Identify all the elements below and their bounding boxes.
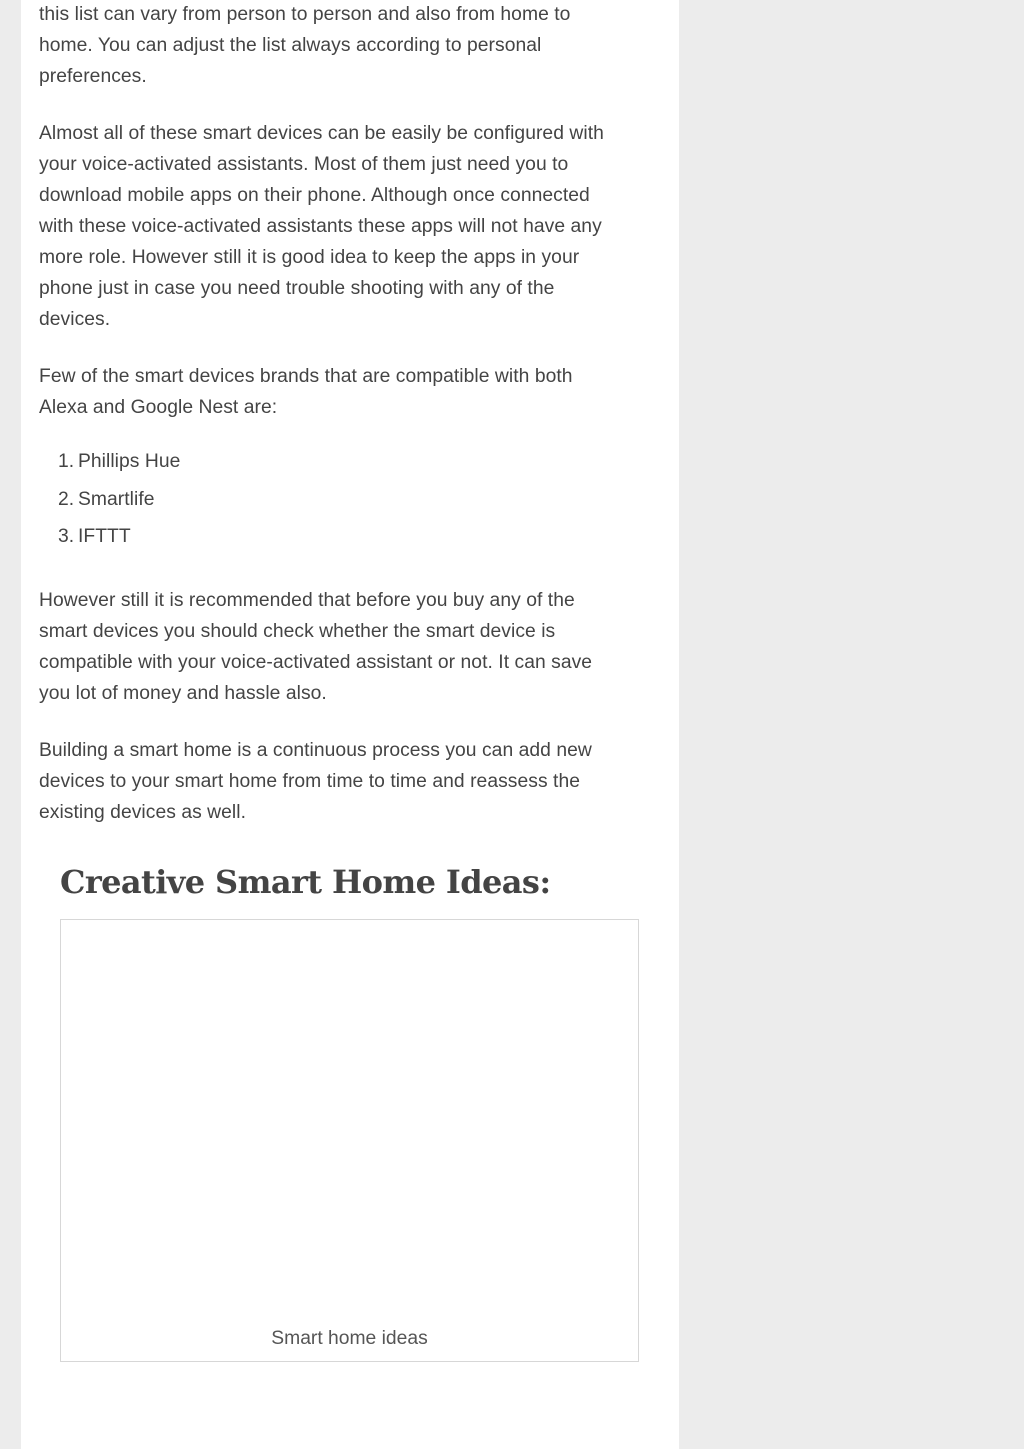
figure-image-placeholder — [61, 920, 638, 1310]
configuration-paragraph: Almost all of these smart devices can be easily be configured with your voice-activated assistants. Most of them just need you to download mobile apps on their phone. Although once connected with these voice-activated assistants these apps will not have any more role. However still it is good idea to keep the apps in your phone just in case you need trouble shooting with any of the devices. — [39, 123, 604, 330]
section-heading: Creative Smart Home Ideas: — [60, 863, 551, 901]
list-item — [39, 447, 621, 485]
figure-box — [60, 919, 639, 1362]
intro-paragraph: this list can vary from person to person and also from home to home. You can adjust the list always according to personal preferences. — [39, 4, 571, 87]
compatible-brands-list — [39, 447, 621, 560]
list-item-number: 3. — [58, 526, 75, 547]
list-item-number: 1. — [58, 451, 75, 472]
list-item — [39, 485, 621, 523]
list-item-number: 2. — [58, 488, 75, 510]
list-item-label: Phillips Hue — [78, 451, 181, 472]
article-body — [39, 0, 621, 828]
list-item-label: IFTTT — [78, 526, 131, 547]
list-item — [39, 522, 621, 560]
building-paragraph: Building a smart home is a continuous process you can add new devices to your smart home from time to time and reassess the existing devices as well. — [39, 739, 592, 823]
recommendation-paragraph: However still it is recommended that before you buy any of the smart devices you should check whether the smart device is compatible with your voice-activated assistant or not. It can save you lot of money and hassle also. — [39, 589, 593, 704]
figure-caption: Smart home ideas — [271, 1328, 428, 1349]
list-item-label: Smartlife — [78, 488, 155, 510]
compatible-brands-paragraph: Few of the smart devices brands that are compatible with both Alexa and Google Nest are: — [39, 366, 573, 418]
